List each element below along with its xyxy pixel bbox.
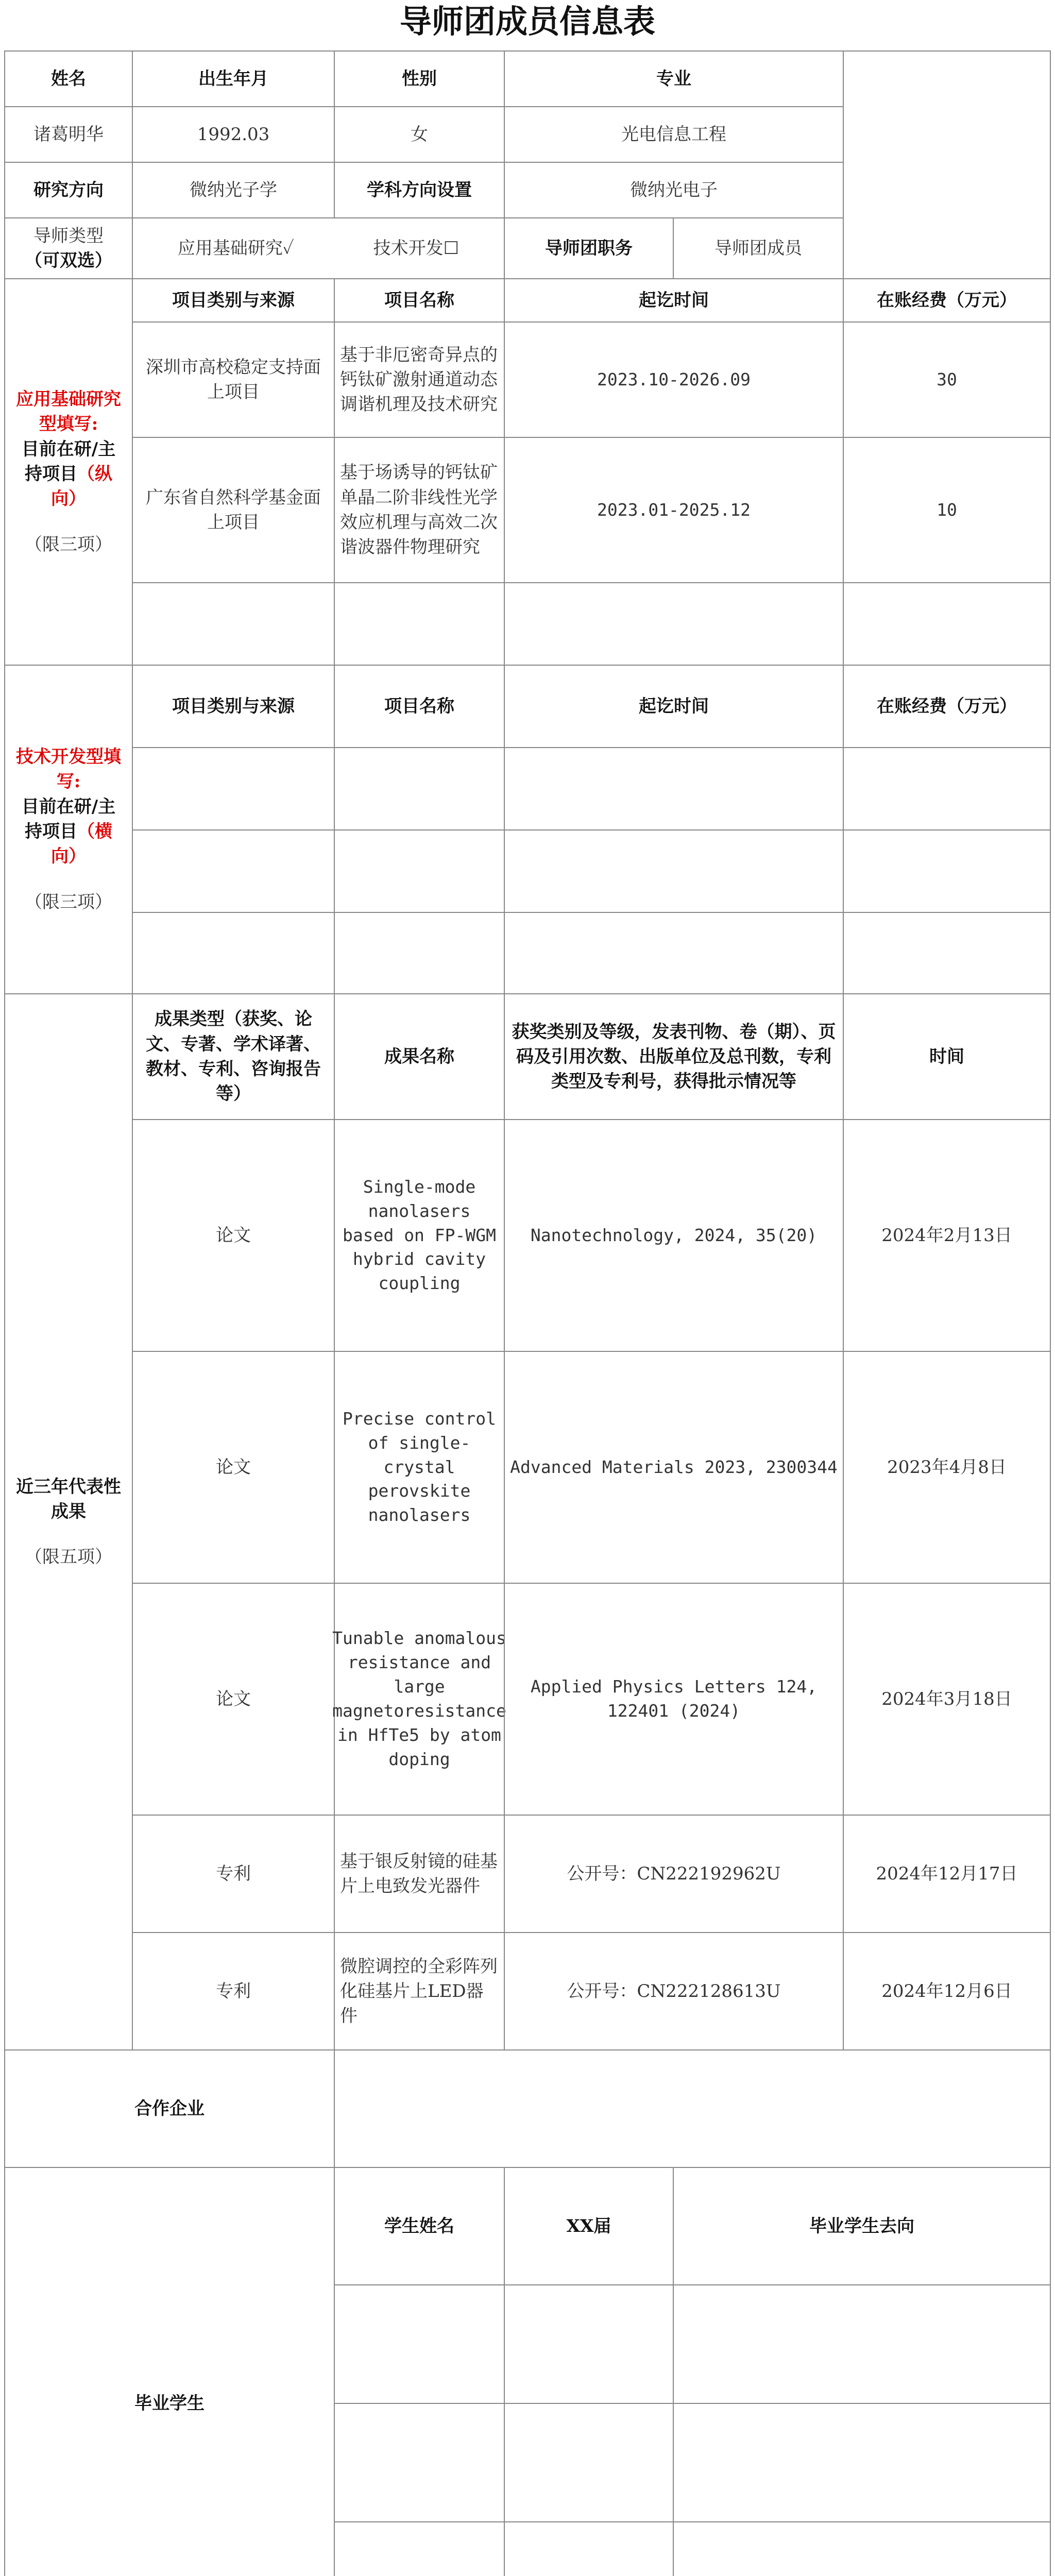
applied-label-black-2: 持项目 (25, 464, 77, 484)
role-value: 导师团成员 (673, 217, 844, 279)
major-label: 专业 (504, 50, 844, 107)
header-right-blank (843, 50, 1051, 279)
grad-row-1-name[interactable] (334, 2284, 505, 2404)
ach-row-1-type: 论文 (132, 1119, 335, 1352)
tech-label-red-3: （横 (77, 821, 112, 842)
applied-label-red-4: 向） (51, 488, 86, 510)
partner-label: 合作企业 (4, 2049, 335, 2168)
grad-row-2-destination[interactable] (673, 2403, 1051, 2522)
applied-row-2-funds: 10 (843, 437, 1051, 583)
tech-row-2-funds[interactable] (843, 829, 1051, 913)
grad-row-1-class[interactable] (504, 2284, 674, 2404)
ach-row-4-detail: 公开号：CN222192962U (504, 1815, 844, 1933)
applied-row-1-name: 基于非厄密奇异点的钙钛矿激射通道动态调谐机理及技术研究 (334, 321, 505, 438)
ach-row-4-type: 专利 (132, 1815, 335, 1933)
mentor-type-options (132, 217, 505, 279)
page-title: 导师团成员信息表 (399, 3, 655, 40)
ach-row-5-name: 微腔调控的全彩阵列化硅基片上LED器件 (334, 1932, 505, 2050)
research-value: 微纳光子学 (132, 162, 335, 218)
tech-row-1-funds[interactable] (843, 747, 1051, 831)
tech-label-red-4: 向） (51, 846, 86, 867)
applied-row-1-period: 2023.10-2026.09 (504, 321, 844, 438)
ach-row-3-detail: Applied Physics Letters 124, 122401 (2024) (504, 1583, 844, 1816)
partner-value[interactable] (334, 2049, 1051, 2168)
applied-row-3-funds[interactable] (843, 582, 1051, 666)
tech-row-1-source[interactable] (132, 747, 335, 831)
tech-row-3-period[interactable] (504, 912, 844, 994)
applied-row-3-period[interactable] (504, 582, 844, 666)
achievements-label-1: 近三年代表性 (16, 1476, 121, 1497)
mentor-type-label-line1: 导师类型 (33, 225, 104, 246)
tech-label-black-1: 目前在研/主 (21, 796, 116, 817)
applied-label-red-2: 型填写: (39, 414, 98, 435)
ach-col-detail: 获奖类别及等级，发表刊物、卷（期）、页码及引用次数、出版单位及总刊数，专利类型及专利号，获得批示情况等 (504, 993, 844, 1120)
applied-limit: （限三项） (25, 534, 112, 555)
tech-label-black-2: 持项目 (25, 821, 77, 842)
mentor-type-label (4, 217, 133, 279)
ach-row-2-date: 2023年4月8日 (843, 1351, 1051, 1584)
ach-col-name: 成果名称 (334, 993, 505, 1120)
ach-row-3-type: 论文 (132, 1583, 335, 1816)
tech-col-name: 项目名称 (334, 665, 505, 748)
birth-value: 1992.03 (132, 106, 335, 163)
applied-label-red-3: （纵 (77, 464, 112, 484)
achievements-limit: （限五项） (25, 1547, 112, 1568)
grad-col-name: 学生姓名 (334, 2167, 505, 2285)
ach-row-5-date: 2024年12月6日 (843, 1932, 1051, 2050)
name-value: 诸葛明华 (4, 106, 133, 163)
name-label: 姓名 (4, 50, 133, 107)
tech-col-source: 项目类别与来源 (132, 665, 335, 748)
applied-row-2-source: 广东省自然科学基金面上项目 (132, 437, 335, 583)
birth-label: 出生年月 (132, 50, 335, 107)
tech-row-2-name[interactable] (334, 829, 505, 913)
gender-value: 女 (334, 106, 505, 163)
applied-row-3-source[interactable] (132, 582, 335, 666)
ach-row-1-date: 2024年2月13日 (843, 1119, 1051, 1352)
tech-row-1-period[interactable] (504, 747, 844, 831)
grad-row-2-class[interactable] (504, 2403, 674, 2522)
applied-col-name: 项目名称 (334, 278, 505, 323)
tech-col-period: 起讫时间 (504, 665, 844, 748)
tech-row-3-source[interactable] (132, 912, 335, 994)
ach-row-4-name: 基于银反射镜的硅基片上电致发光器件 (334, 1815, 505, 1933)
discipline-label: 学科方向设置 (334, 162, 505, 218)
tech-label-red-1: 技术开发型填 (16, 747, 121, 768)
applied-row-1-source: 深圳市高校稳定支持面上项目 (132, 321, 335, 438)
applied-row-2-period: 2023.01-2025.12 (504, 437, 844, 583)
graduates-label: 毕业学生 (4, 2167, 335, 2576)
ach-row-5-detail: 公开号：CN222128613U (504, 1932, 844, 2050)
ach-row-3-date: 2024年3月18日 (843, 1583, 1051, 1816)
tech-label-red-2: 写: (56, 771, 81, 792)
tech-col-funds: 在账经费（万元） (843, 665, 1051, 748)
type-tech-checkbox[interactable]: 技术开发☐ (373, 238, 460, 259)
tech-row-3-name[interactable] (334, 912, 505, 994)
grad-row-1-destination[interactable] (673, 2284, 1051, 2404)
ach-col-date: 时间 (843, 993, 1051, 1120)
applied-col-funds: 在账经费（万元） (843, 278, 1051, 323)
research-label: 研究方向 (4, 162, 133, 218)
ach-row-3-name: Tunable anomalous resistance and large magnetoresistance in HfTe5 by atom doping (334, 1583, 505, 1816)
grad-row-3-destination[interactable] (673, 2521, 1051, 2576)
applied-section-label (4, 278, 133, 666)
applied-label-black-1: 目前在研/主 (21, 438, 116, 460)
grad-col-class: XX届 (504, 2167, 674, 2285)
tech-limit: （限三项） (25, 891, 112, 912)
grad-row-3-class[interactable] (504, 2521, 674, 2576)
achievements-section-label (4, 993, 133, 2050)
role-label: 导师团职务 (504, 217, 674, 279)
ach-row-1-detail: Nanotechnology, 2024, 35(20) (504, 1119, 844, 1352)
applied-label-red-1: 应用基础研究 (16, 389, 121, 410)
tech-row-2-period[interactable] (504, 829, 844, 913)
applied-col-period: 起讫时间 (504, 278, 844, 323)
tech-row-2-source[interactable] (132, 829, 335, 913)
tech-section-label (4, 665, 133, 994)
type-applied-checkbox[interactable]: 应用基础研究✓ (177, 238, 294, 259)
grad-col-destination: 毕业学生去向 (673, 2167, 1051, 2285)
major-value: 光电信息工程 (504, 106, 844, 163)
applied-row-2-name: 基于场诱导的钙钛矿单晶二阶非线性光学效应机理与高效二次谐波器件物理研究 (334, 437, 505, 583)
ach-col-type: 成果类型（获奖、论文、专著、学术译著、教材、专利、咨询报告等） (132, 993, 335, 1120)
gender-label: 性别 (334, 50, 505, 107)
ach-row-2-detail: Advanced Materials 2023, 2300344 (504, 1351, 844, 1584)
applied-row-3-name[interactable] (334, 582, 505, 666)
achievements-label-2: 成果 (51, 1501, 86, 1522)
applied-col-source: 项目类别与来源 (132, 278, 335, 323)
mentor-type-label-line2: （可双选） (25, 250, 112, 271)
discipline-value: 微纳光电子 (504, 162, 844, 218)
grad-row-2-name[interactable] (334, 2403, 505, 2522)
tech-row-3-funds[interactable] (843, 912, 1051, 994)
applied-row-1-funds: 30 (843, 321, 1051, 438)
ach-row-1-name: Single-mode nanolasers based on FP-WGM hybrid cavity coupling (334, 1119, 505, 1352)
ach-row-2-name: Precise control of single-crystal perovskite nanolasers (334, 1351, 505, 1584)
ach-row-2-type: 论文 (132, 1351, 335, 1584)
ach-row-4-date: 2024年12月17日 (843, 1815, 1051, 1933)
grad-row-3-name[interactable] (334, 2521, 505, 2576)
tech-row-1-name[interactable] (334, 747, 505, 831)
ach-row-5-type: 专利 (132, 1932, 335, 2050)
